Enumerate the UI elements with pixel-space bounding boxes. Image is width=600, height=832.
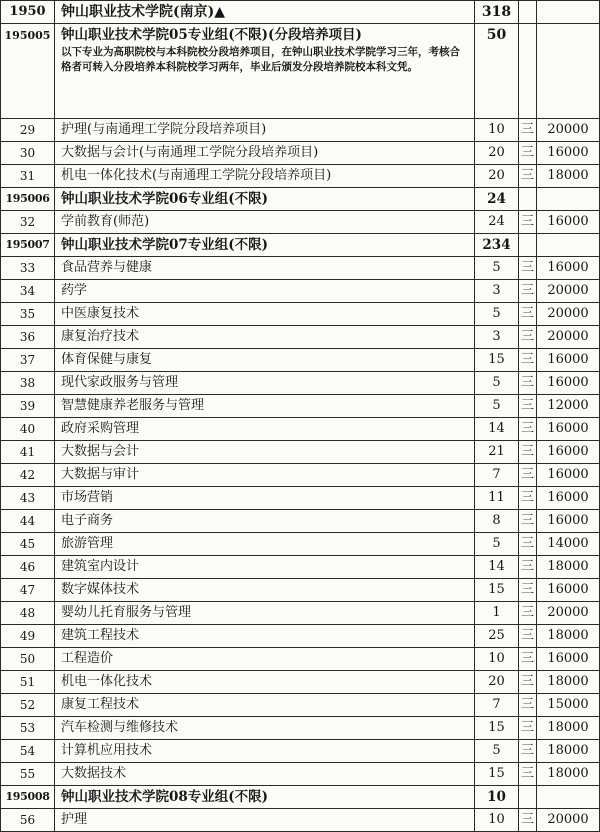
major-fee: 15000 <box>537 694 600 717</box>
major-plan: 14 <box>475 556 519 579</box>
major-number: 46 <box>1 556 55 579</box>
empty-cell <box>537 786 600 809</box>
major-number: 37 <box>1 349 55 372</box>
major-name: 大数据与会计 <box>55 441 475 464</box>
major-plan: 3 <box>475 326 519 349</box>
major-name: 食品营养与健康 <box>55 257 475 280</box>
major-plan: 20 <box>475 671 519 694</box>
major-plan: 7 <box>475 694 519 717</box>
major-fee: 20000 <box>537 280 600 303</box>
major-fee: 18000 <box>537 625 600 648</box>
major-years: 三 <box>519 648 537 671</box>
major-plan: 15 <box>475 579 519 602</box>
major-number: 42 <box>1 464 55 487</box>
major-plan: 7 <box>475 464 519 487</box>
table-row <box>1 280 600 303</box>
group-plan: 24 <box>475 188 519 211</box>
major-fee: 14000 <box>537 533 600 556</box>
major-fee: 20000 <box>537 303 600 326</box>
major-years: 三 <box>519 257 537 280</box>
major-years: 三 <box>519 395 537 418</box>
major-fee: 16000 <box>537 257 600 280</box>
table-row <box>1 671 600 694</box>
major-number: 44 <box>1 510 55 533</box>
major-fee: 16000 <box>537 464 600 487</box>
table-row <box>1 579 600 602</box>
empty-cell <box>519 188 537 211</box>
major-years: 三 <box>519 740 537 763</box>
group-row-05 <box>1 24 600 119</box>
major-number: 43 <box>1 487 55 510</box>
group-name: 钟山职业技术学院06专业组(不限) <box>55 188 475 211</box>
table-row <box>1 809 600 832</box>
major-number: 50 <box>1 648 55 671</box>
major-fee: 16000 <box>537 372 600 395</box>
major-number: 48 <box>1 602 55 625</box>
major-name: 汽车检测与维修技术 <box>55 717 475 740</box>
major-years: 三 <box>519 694 537 717</box>
major-fee: 18000 <box>537 165 600 188</box>
major-name: 药学 <box>55 280 475 303</box>
major-number: 47 <box>1 579 55 602</box>
institution-plan: 318 <box>475 1 519 24</box>
group-row <box>1 234 600 257</box>
major-plan: 5 <box>475 533 519 556</box>
major-years: 三 <box>519 763 537 786</box>
major-name: 机电一体化技术(与南通理工学院分段培养项目) <box>55 165 475 188</box>
table-row <box>1 395 600 418</box>
major-years: 三 <box>519 303 537 326</box>
major-number: 39 <box>1 395 55 418</box>
group-name: 钟山职业技术学院07专业组(不限) <box>55 234 475 257</box>
major-name: 大数据与审计 <box>55 464 475 487</box>
table-row <box>1 533 600 556</box>
major-years: 三 <box>519 510 537 533</box>
major-name: 康复工程技术 <box>55 694 475 717</box>
table-row <box>1 556 600 579</box>
table-row <box>1 165 600 188</box>
major-years: 三 <box>519 487 537 510</box>
major-fee: 16000 <box>537 418 600 441</box>
empty-cell <box>519 234 537 257</box>
major-plan: 10 <box>475 648 519 671</box>
major-years: 三 <box>519 165 537 188</box>
major-years: 三 <box>519 280 537 303</box>
major-fee: 20000 <box>537 602 600 625</box>
major-name: 电子商务 <box>55 510 475 533</box>
major-number: 32 <box>1 211 55 234</box>
table-row <box>1 326 600 349</box>
major-name: 机电一体化技术 <box>55 671 475 694</box>
group-plan: 234 <box>475 234 519 257</box>
major-years: 三 <box>519 671 537 694</box>
major-fee: 16000 <box>537 349 600 372</box>
empty-cell <box>537 188 600 211</box>
major-fee: 18000 <box>537 671 600 694</box>
major-number: 53 <box>1 717 55 740</box>
major-years: 三 <box>519 441 537 464</box>
table-row <box>1 510 600 533</box>
group-code: 195008 <box>1 786 55 809</box>
major-years: 三 <box>519 602 537 625</box>
empty-cell <box>519 786 537 809</box>
major-name: 智慧健康养老服务与管理 <box>55 395 475 418</box>
major-years: 三 <box>519 211 537 234</box>
table-row <box>1 303 600 326</box>
group-cell <box>55 24 475 119</box>
major-name: 现代家政服务与管理 <box>55 372 475 395</box>
major-fee: 16000 <box>537 142 600 165</box>
group-code: 195006 <box>1 188 55 211</box>
group-name: 钟山职业技术学院08专业组(不限) <box>55 786 475 809</box>
major-number: 52 <box>1 694 55 717</box>
major-name: 建筑工程技术 <box>55 625 475 648</box>
group-row <box>1 786 600 809</box>
major-years: 三 <box>519 533 537 556</box>
major-plan: 10 <box>475 809 519 832</box>
major-fee: 18000 <box>537 740 600 763</box>
table-row <box>1 487 600 510</box>
table-row <box>1 418 600 441</box>
institution-row <box>1 1 600 24</box>
major-number: 54 <box>1 740 55 763</box>
major-fee: 18000 <box>537 763 600 786</box>
table-row <box>1 717 600 740</box>
major-number: 31 <box>1 165 55 188</box>
major-number: 36 <box>1 326 55 349</box>
major-number: 34 <box>1 280 55 303</box>
major-years: 三 <box>519 326 537 349</box>
major-number: 51 <box>1 671 55 694</box>
major-number: 45 <box>1 533 55 556</box>
major-plan: 20 <box>475 165 519 188</box>
major-plan: 25 <box>475 625 519 648</box>
table-row <box>1 257 600 280</box>
major-years: 三 <box>519 119 537 142</box>
major-plan: 11 <box>475 487 519 510</box>
major-plan: 3 <box>475 280 519 303</box>
major-name: 工程造价 <box>55 648 475 671</box>
major-number: 33 <box>1 257 55 280</box>
group-plan: 50 <box>475 24 519 119</box>
major-name: 康复治疗技术 <box>55 326 475 349</box>
major-name: 体育保健与康复 <box>55 349 475 372</box>
table-row <box>1 740 600 763</box>
major-number: 30 <box>1 142 55 165</box>
table-row <box>1 119 600 142</box>
empty-cell <box>537 234 600 257</box>
major-plan: 24 <box>475 211 519 234</box>
major-name: 计算机应用技术 <box>55 740 475 763</box>
major-number: 41 <box>1 441 55 464</box>
major-plan: 14 <box>475 418 519 441</box>
major-number: 29 <box>1 119 55 142</box>
major-plan: 15 <box>475 349 519 372</box>
major-fee: 18000 <box>537 556 600 579</box>
major-years: 三 <box>519 717 537 740</box>
major-number: 40 <box>1 418 55 441</box>
major-plan: 8 <box>475 510 519 533</box>
group-note: 以下专业为高职院校与本科院校分段培养项目，在钟山职业技术学院学习三年，考核合格者可转入分段培养本科院校学习两年，毕业后颁发分段培养院校本科文凭。 <box>61 46 460 73</box>
major-plan: 1 <box>475 602 519 625</box>
major-name: 大数据与会计(与南通理工学院分段培养项目) <box>55 142 475 165</box>
group-plan: 10 <box>475 786 519 809</box>
major-plan: 5 <box>475 740 519 763</box>
major-years: 三 <box>519 349 537 372</box>
major-fee: 20000 <box>537 119 600 142</box>
table-row <box>1 648 600 671</box>
major-years: 三 <box>519 372 537 395</box>
major-name: 婴幼儿托育服务与管理 <box>55 602 475 625</box>
major-name: 数字媒体技术 <box>55 579 475 602</box>
major-number: 38 <box>1 372 55 395</box>
major-number: 35 <box>1 303 55 326</box>
table-row <box>1 763 600 786</box>
major-plan: 5 <box>475 303 519 326</box>
major-number: 56 <box>1 809 55 832</box>
major-years: 三 <box>519 579 537 602</box>
major-years: 三 <box>519 142 537 165</box>
major-name: 中医康复技术 <box>55 303 475 326</box>
table-row <box>1 372 600 395</box>
major-plan: 21 <box>475 441 519 464</box>
major-name: 护理 <box>55 809 475 832</box>
group-code: 195005 <box>1 24 55 119</box>
institution-code: 1950 <box>1 1 55 24</box>
major-years: 三 <box>519 625 537 648</box>
major-name: 建筑室内设计 <box>55 556 475 579</box>
major-fee: 16000 <box>537 579 600 602</box>
table-body <box>1 1 600 832</box>
major-plan: 10 <box>475 119 519 142</box>
major-fee: 16000 <box>537 211 600 234</box>
institution-name: 钟山职业技术学院(南京)▲ <box>55 1 475 24</box>
major-plan: 5 <box>475 395 519 418</box>
major-number: 49 <box>1 625 55 648</box>
table-row <box>1 694 600 717</box>
table-row <box>1 625 600 648</box>
major-name: 大数据技术 <box>55 763 475 786</box>
table-row <box>1 464 600 487</box>
major-fee: 20000 <box>537 326 600 349</box>
major-fee: 16000 <box>537 510 600 533</box>
major-plan: 15 <box>475 717 519 740</box>
major-years: 三 <box>519 556 537 579</box>
group-name: 钟山职业技术学院05专业组(不限)(分段培养项目) <box>61 27 362 43</box>
major-plan: 5 <box>475 257 519 280</box>
table-row <box>1 349 600 372</box>
major-fee: 20000 <box>537 809 600 832</box>
major-fee: 16000 <box>537 648 600 671</box>
major-plan: 20 <box>475 142 519 165</box>
table-row <box>1 211 600 234</box>
major-fee: 16000 <box>537 487 600 510</box>
major-number: 55 <box>1 763 55 786</box>
major-years: 三 <box>519 809 537 832</box>
major-plan: 5 <box>475 372 519 395</box>
table-row <box>1 441 600 464</box>
major-name: 政府采购管理 <box>55 418 475 441</box>
major-name: 旅游管理 <box>55 533 475 556</box>
major-years: 三 <box>519 464 537 487</box>
major-fee: 12000 <box>537 395 600 418</box>
table-row <box>1 602 600 625</box>
major-fee: 18000 <box>537 717 600 740</box>
table-row <box>1 142 600 165</box>
major-years: 三 <box>519 418 537 441</box>
group-code: 195007 <box>1 234 55 257</box>
major-name: 市场营销 <box>55 487 475 510</box>
group-row <box>1 188 600 211</box>
major-name: 学前教育(师范) <box>55 211 475 234</box>
major-plan: 15 <box>475 763 519 786</box>
major-fee: 16000 <box>537 441 600 464</box>
major-name: 护理(与南通理工学院分段培养项目) <box>55 119 475 142</box>
